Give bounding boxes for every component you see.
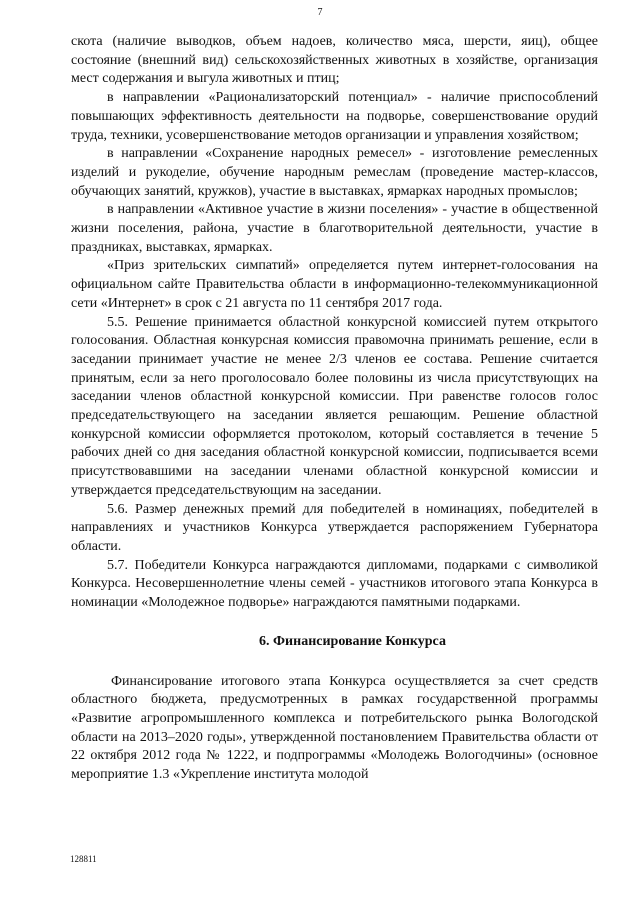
paragraph-audience-award: «Приз зрительских симпатий» определяется путем интернет-голосования на официальном сайте Правительства области в информационно-телекоммуникационной сети «Интернет» в срок с 21 августа по 11 сентября 2017 года. — [71, 258, 598, 311]
section-heading: 6. Финансирование Конкурса — [259, 633, 446, 649]
paragraph-5-7: 5.7. Победители Конкурса награждаются дипломами, подарками с символикой Конкурса. Несовершеннолетние члены семей - участников итогового этапа Конкурса в номинации «Молодежное подворье» награждаются памятными подарками. — [71, 557, 598, 611]
paragraph-5-6: 5.6. Размер денежных премий для победителей в номинациях, победителей в направлениях и участников Конкурса утверждается распоряжением Губернатора области. — [71, 501, 598, 554]
paragraph-financing: Финансирование итогового этапа Конкурса осуществляется за счет средств областного бюджета, предусмотренных в рамках государственной программы «Развитие агропромышленного комплекса и потребительского рынка Вологодской области на 2013–2020 годы», утвержденной постановлением Правительства области от 22 октября 2012 года № 1222, и подпрограммы «Молодежь Вологодчины» (основное мероприятие 1.3 «Укрепление института молодой — [71, 673, 598, 783]
footer-code: 128811 — [70, 854, 97, 864]
paragraph-livestock-condition: скота (наличие выводков, объем надоев, количество мяса, шерсти, яиц), общее состояние (внешний вид) сельскохозяйственных животных в хозяйстве, организация мест содержания и выгула животных и птиц; — [71, 34, 598, 87]
paragraph-active-participation: в направлении «Активное участие в жизни поселения» - участие в общественной жизни поселения, района, участие в благотворительной деятельности, участие в праздниках, выставках, ярмарках. — [71, 202, 598, 255]
paragraph-folk-crafts: в направлении «Сохранение народных ремесел» - изготовление ремесленных изделий и рукоделие, обучение народным ремеслам (проведение мастер-классов, обучающих занятий, кружков), участие в выставках, ярмарках народных промыслов; — [71, 146, 598, 199]
page-number: 7 — [317, 7, 323, 18]
document-body — [71, 33, 598, 785]
paragraph-5-5: 5.5. Решение принимается областной конкурсной комиссией путем открытого голосования. Областная конкурсная комиссия правомочна принимать решение, если в заседании принимает участие не менее 2/3 членов ее состава. Решение считается принятым, если за него проголосовало более половины из числа присутствующих на заседании членов областной конкурсной комиссии. При равенстве голосов голос председательствующего на заседании является решающим. Решение областной конкурсной комиссии оформляется протоколом, который составляется в течение 5 рабочих дней со дня заседания областной конкурсной комиссии, подписывается всеми присутствовавшими на заседании членами областной конкурсной комиссии и утверждается председательствующим на заседании. — [71, 314, 598, 498]
paragraph-rationalization: в направлении «Рационализаторский потенциал» - наличие приспособлений повышающих эффективность деятельности на подворье, совершенствование орудий труда, техники, усовершенствование методов организации и управления хозяйством; — [71, 90, 598, 143]
